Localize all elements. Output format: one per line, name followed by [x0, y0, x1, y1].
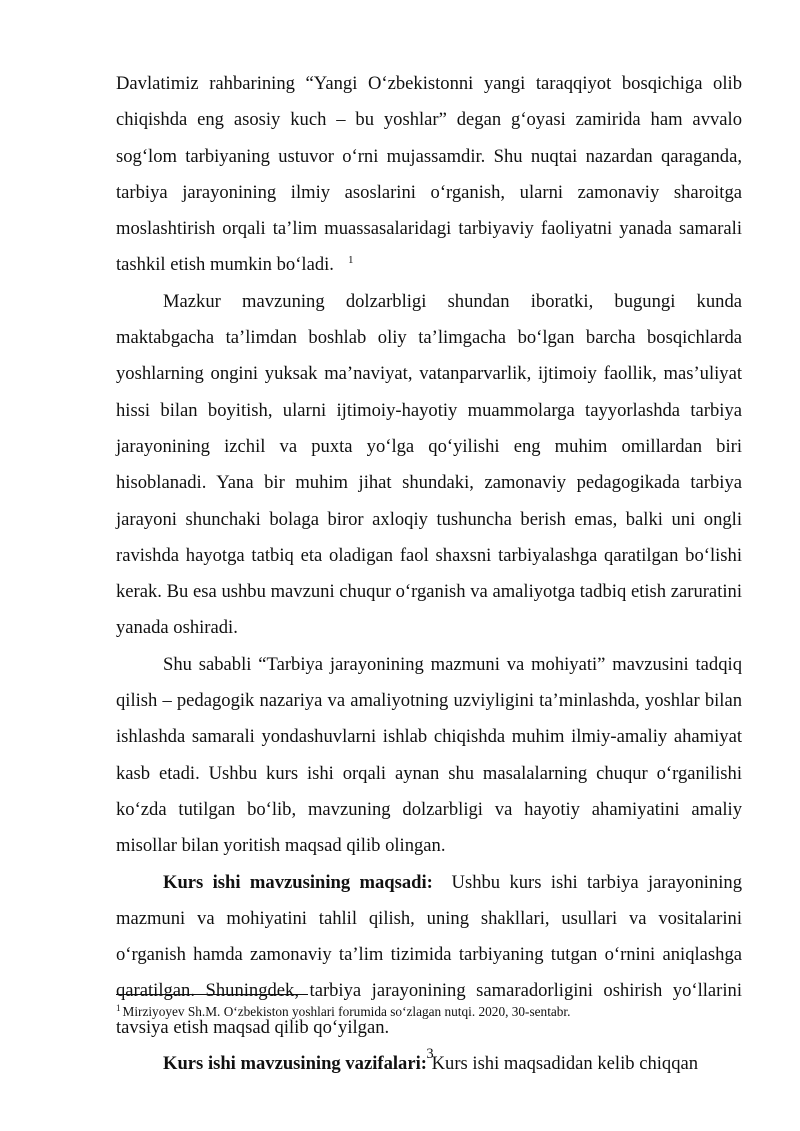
goal-label: Kurs ishi mavzusining maqsadi: [163, 871, 433, 893]
paragraph-1-text: Davlatimiz rahbarining “Yangi O‘zbekistonni yangi taraqqiyot bosqichiga olib chiqishda eng asosiy kuch – bu yoshlar” degan g‘oyasi zamirida ham avvalo sog‘lom tarbiyaning ustuvor o‘rni mujassamdir. Shu nuqtai nazardan qaraganda, tarbiya jarayonining ilmiy asoslarini o‘rganish, ularni zamonaviy sharoitga moslashtirish orqali ta’lim muassasalaridagi tarbiyaviy faoliyatni yanada samarali tashkil etish mumkin bo‘ladi. [116, 73, 742, 276]
body-text [116, 66, 742, 1082]
footnote-text: Mirziyoyev Sh.M. O‘zbekiston yoshlari forumida so‘zlagan nutqi. 2020, 30-sentabr. [122, 1004, 571, 1019]
tasks-text: Kurs ishi maqsadidan kelib chiqqan [431, 1053, 699, 1075]
tasks-label: Kurs ishi mavzusining vazifalari: [163, 1053, 427, 1075]
footnote-mark: 1 [116, 1002, 121, 1013]
paragraph-3: Shu sababli “Tarbiya jarayonining mazmuni va mohiyati” mavzusini tadqiq qilish – pedagogik nazariya va amaliyotning uzviyligini ta’minlashda, yoshlar bilan ishlashda samarali yondashuvlarni ishlab chiqishda muhim ilmiy-amaliy ahamiyat kasb etadi. Ushbu kurs ishi orqali aynan shu masalalarning chuqur o‘rganilishi ko‘zda tutilgan bo‘lib, mavzuning dolzarbligi va hayotiy ahamiyatini amaliy misollar bilan yoritish maqsad qilib olingan. [116, 653, 742, 857]
footnote-separator [116, 994, 308, 995]
paragraph-2: Mazkur mavzuning dolzarbligi shundan iboratki, bugungi kunda maktabgacha ta’limdan boshlab oliy ta’limgacha bo‘lgan barcha bosqichlarda yoshlarning ongini yuksak ma’naviyat, vatanparvarlik, ijtimoiy faollik, mas’uliyat hissi bilan boyitish, ularni ijtimoiy-hayotiy muammolarga tayyorlashda tarbiya jarayonining izchil va puxta yo‘lga qo‘yilishi eng muhim omillardan biri hisoblanadi. Yana bir muhim jihat shundaki, zamonaviy pedagogikada tarbiya jarayoni shunchaki bolaga biror axloqiy tushuncha berish emas, balki uni ongli ravishda hayotga tatbiq eta oladigan faol shaxsni tarbiyalashga qaratilgan bo‘lishi kerak. Bu esa ushbu mavzuni chuqur o‘rganish va amaliyotga tadbiq etish zaruratini yanada oshiradi. [116, 290, 742, 639]
goal-text: Ushbu kurs ishi tarbiya jarayonining mazmuni va mohiyatini tahlil qilish, uning shakllari, usullari va vositalarini o‘rganish hamda zamonaviy ta’lim tizimida tarbiyaning tutgan o‘rnini aniqlashga qaratilgan. Shuningdek, tarbiya jarayonining samaradorligini oshirish yo‘llarini tavsiya etish maqsad qilib qo‘yilgan. [116, 871, 742, 1038]
page-number: 3 [426, 1046, 434, 1062]
footnote-reference[interactable]: 1 [347, 254, 354, 267]
footnote [116, 1003, 742, 1021]
paragraph-1 [116, 66, 742, 284]
